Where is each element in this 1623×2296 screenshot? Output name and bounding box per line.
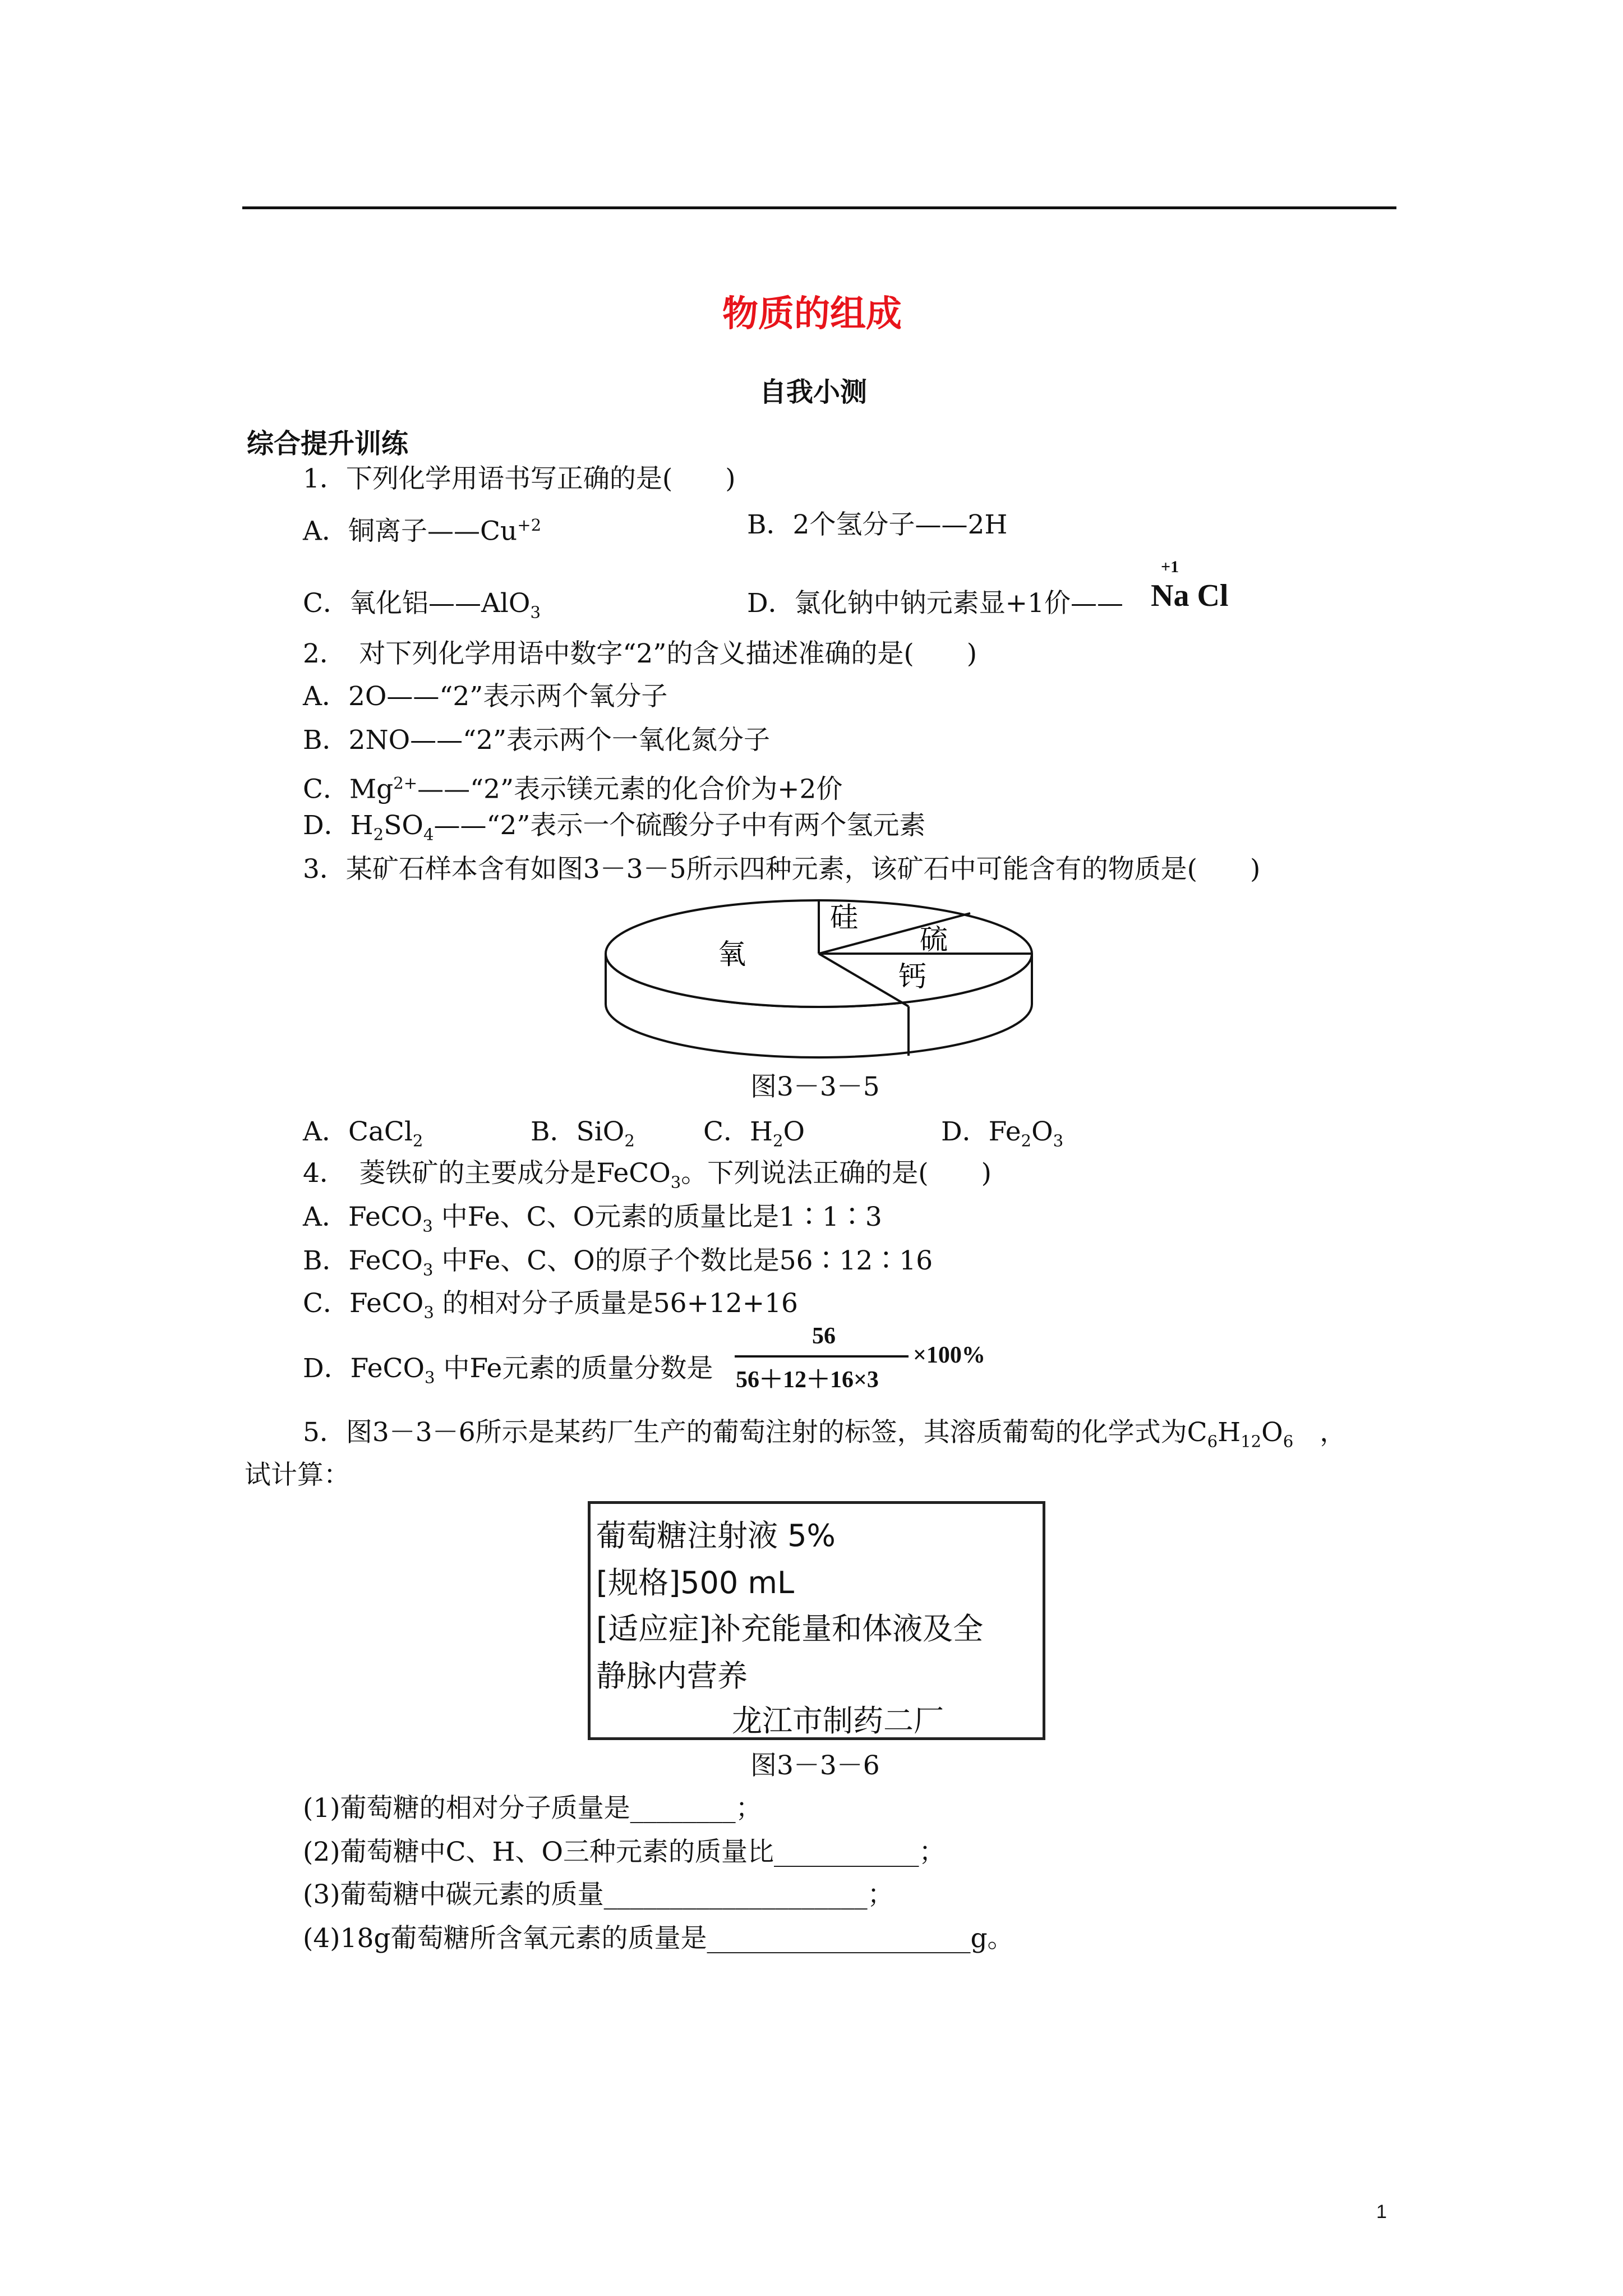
q1-option-d: D．氯化钠中钠元素显+1价—— [747,588,1123,619]
q5-stem: 5．图3－3－6所示是某药厂生产的葡萄注射的标签，其溶质葡萄的化学式为$C_6H_{12}O_6$ ， [303,1417,1347,1451]
q3-stem: 3．某矿石样本含有如图3－3－5所示四种元素，该矿石中可能含有的物质是( ) [303,854,1261,885]
q1-option-a: A．铜离子$——Cu^{+2}$ [303,516,542,547]
q4-option-d: D．FeCO$_3$ 中Fe元素的质量分数是 [303,1353,713,1387]
q1-option-c: C．氧化铝——AlO$_3$ [303,588,541,622]
page-title: 物质的组成 [722,293,902,335]
label-line-5: 龙江市制药二厂 [732,1703,944,1738]
q4-option-b: B．FeCO$_3$ 中Fe、C、O的原子个数比是56∶12∶16 [303,1245,933,1280]
figure-caption-3-3-5: 图3－3－5 [750,1071,880,1102]
pie-label-oxygen: 氧 [718,938,746,970]
fraction-bar [735,1355,909,1358]
fraction-denominator: 56＋12＋16×3 [736,1367,879,1393]
q3-option-c: C．$H_2O$ [703,1116,805,1151]
pie-label-sulfur: 硫 [920,923,948,956]
q5-sub3: (3)葡萄糖中碳元素的质量____________________； [303,1879,894,1910]
q2-option-c: C．$Mg^{2+}——“2$”表示镁元素的化合价为+2价 [303,774,843,805]
figure-caption-3-3-6: 图3－3－6 [750,1750,880,1781]
label-line-2: [规格]500 mL [596,1565,795,1600]
q3-option-b: B．SiO$_2$ [531,1116,635,1151]
q1-stem: 1．下列化学用语书写正确的是( ) [303,463,736,494]
q5-sub2: (2)葡萄糖中C、H、O三种元素的质量比___________； [303,1837,946,1867]
label-line-1: 葡萄糖注射液 5% [596,1518,836,1553]
q4-option-a: A．FeCO$_3$ 中Fe、C、O元素的质量比是1∶1∶3 [303,1202,882,1236]
element-pie-chart [600,892,1049,1066]
pie-label-silicon: 硅 [830,901,858,933]
q2-option-a: A．2O——“2”表示两个氧分子 [303,681,668,712]
page-number: 1 [1376,2201,1387,2223]
q5-stem-line2: 试计算： [245,1460,350,1490]
section-heading: 综合提升训练 [247,428,409,459]
q3-option-d: D．$Fe_2O_3$ [941,1116,1064,1151]
top-rule [242,206,1396,209]
mass-fraction-formula [735,1323,1015,1396]
label-line-3: [适应症]补充能量和体液及全 [596,1611,984,1646]
label-line-4: 静脉内营养 [596,1658,748,1694]
fraction-numerator: 56 [812,1323,836,1349]
q5-sub4: (4)18g葡萄糖所含氧元素的质量是____________________g。 [303,1923,1014,1954]
medicine-label [588,1501,1045,1740]
q5-sub1: (1)葡萄糖的相对分子质量是________； [303,1793,762,1824]
q3-option-a: A．CaCl$_2$ [303,1116,423,1151]
q2-stem: 2． 对下列化学用语中数字“2”的含义描述准确的是( ) [303,638,978,669]
q4-option-c: C．FeCO$_3$ 的相对分子质量是56+12+16 [303,1288,798,1322]
pie-label-calcium: 钙 [898,960,926,993]
q2-option-d: D．$H_2SO_4——“2$”表示一个硫酸分子中有两个氢元素 [303,810,926,844]
fraction-multiplier: ×100% [913,1342,985,1368]
q2-option-b: B．2NO——“2”表示两个一氧化氮分子 [303,725,771,756]
q4-stem: 4． 菱铁矿的主要成分是FeCO$_3$。下列说法正确的是( ) [303,1158,992,1192]
nacl-valence: +1 [1161,558,1179,576]
q1-option-b: B．2个氢分子——2H [747,509,1008,540]
page-subtitle: 自我小测 [759,376,868,408]
nacl-formula: Na Cl [1151,578,1229,613]
